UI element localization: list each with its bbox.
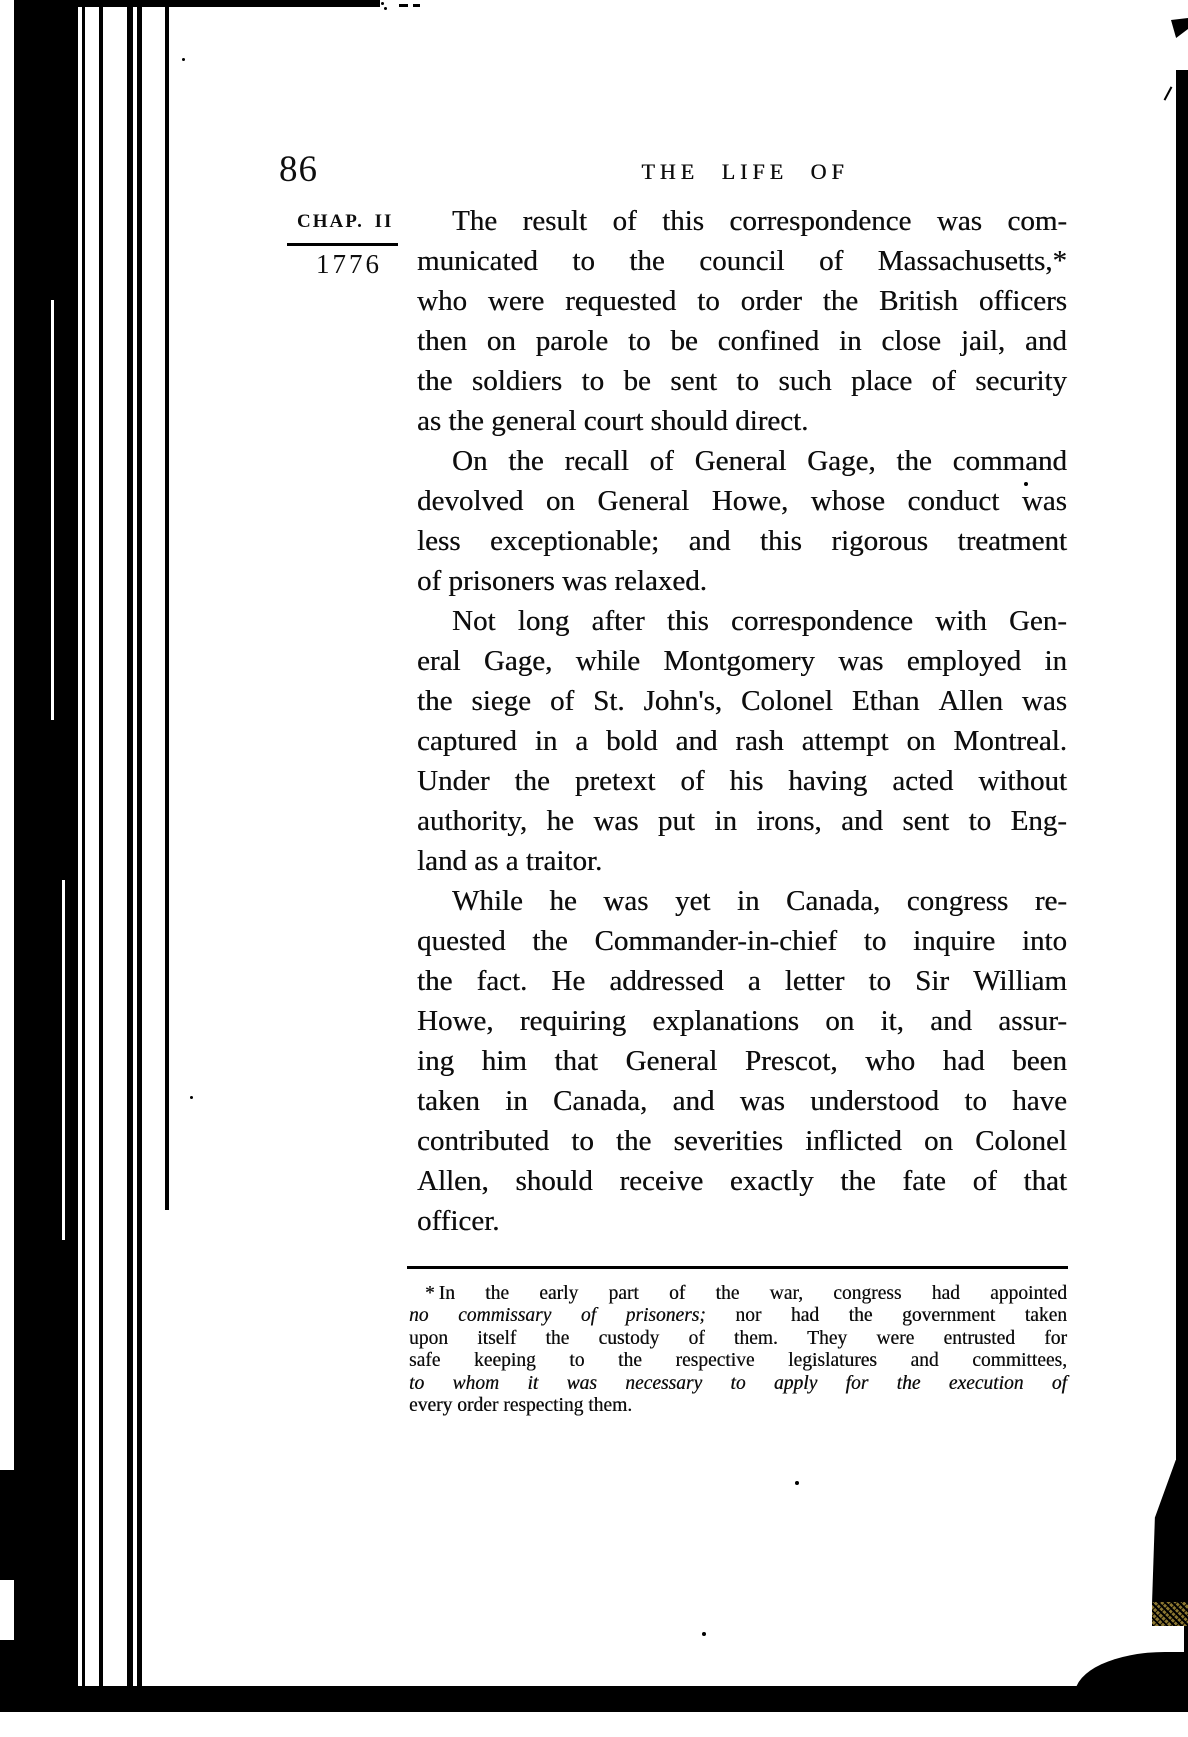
bottom-edge-bar <box>0 1686 1188 1712</box>
body-line: then on parole to be confined in close jail, and <box>417 325 1067 357</box>
footnote-line: upon itself the custody of them. They were entrusted for <box>409 1327 1067 1349</box>
body-line: taken in Canada, and was understood to have <box>417 1085 1067 1117</box>
diagonal-scan-tick <box>1164 86 1173 100</box>
body-line: the fact. He addressed a letter to Sir William <box>417 965 1067 997</box>
right-edge-sliver <box>1184 1626 1188 1652</box>
top-edge-dot <box>384 7 387 10</box>
footnote-line: every order respecting them. <box>409 1394 633 1416</box>
page-number: 86 <box>279 149 318 190</box>
top-edge-dash <box>399 4 408 7</box>
top-edge-dot <box>381 2 384 5</box>
body-line: On the recall of General Gage, the command <box>452 445 1067 477</box>
body-line: less exceptionable; and this rigorous treatment <box>417 525 1067 557</box>
footnote-rule <box>407 1266 1068 1269</box>
year-margin-note: 1776 <box>316 249 382 279</box>
footnote-line: no commissary of prisoners; nor had the government taken <box>409 1305 1067 1327</box>
body-line: who were requested to order the British officers <box>417 285 1067 317</box>
corner-scan-mark <box>1171 18 1188 38</box>
right-edge-bar-wide <box>1152 1460 1188 1604</box>
body-line: the soldiers to be sent to such place of security <box>417 365 1067 397</box>
body-line: the siege of St. John's, Colonel Ethan Allen was <box>417 685 1067 717</box>
page-edge-line <box>165 0 169 1210</box>
body-line: Under the pretext of his having acted without <box>417 765 1067 797</box>
body-line: contributed to the severities inflicted on Colonel <box>417 1125 1067 1157</box>
body-line: of prisoners was relaxed. <box>417 565 707 597</box>
top-edge-dash <box>413 4 420 7</box>
gutter-white-streak <box>62 880 65 1240</box>
body-line: captured in a bold and rash attempt on Montreal. <box>417 725 1067 757</box>
book-gutter-edge <box>0 0 146 1692</box>
right-edge-bar <box>1176 70 1188 1472</box>
body-line: ing him that General Prescot, who had been <box>417 1045 1067 1077</box>
footnote-text <box>409 1283 1067 1417</box>
footnote-line: to whom it was necessary to apply for the execution of <box>409 1372 1067 1394</box>
gutter-white-streak <box>51 300 54 720</box>
body-line: officer. <box>417 1205 500 1237</box>
body-line: authority, he was put in irons, and sent to Eng- <box>417 805 1067 837</box>
body-line: Allen, should receive exactly the fate of that <box>417 1165 1067 1197</box>
body-line: land as a traitor. <box>417 845 603 877</box>
body-line: quested the Commander-in-chief to inquire into <box>417 925 1067 957</box>
paper-speck <box>182 58 185 61</box>
body-line: municated to the council of Massachusetts,* <box>417 245 1067 277</box>
body-line: Not long after this correspondence with Gen- <box>452 605 1067 637</box>
gold-speckle-patch <box>1152 1602 1188 1626</box>
body-line: Howe, requiring explanations on it, and assur- <box>417 1005 1067 1037</box>
body-line: as the general court should direct. <box>417 405 809 437</box>
top-edge-line <box>30 0 380 7</box>
body-line: devolved on General Howe, whose conduct was <box>417 485 1067 517</box>
paper-speck <box>190 1096 193 1099</box>
chapter-rule <box>287 243 398 246</box>
footnote-line: safe keeping to the respective legislatures and committees, <box>409 1350 1067 1372</box>
running-head: THE LIFE OF <box>641 159 849 184</box>
paper-speck <box>795 1481 799 1485</box>
chapter-margin-note: CHAP. II <box>297 211 394 232</box>
paper-speck <box>702 1632 706 1636</box>
gutter-ink-blob <box>0 1470 14 1580</box>
body-line: While he was yet in Canada, congress re- <box>452 885 1067 917</box>
body-line: The result of this correspondence was com- <box>452 205 1067 237</box>
footnote-line: * In the early part of the war, congress had appointed <box>425 1283 1067 1304</box>
body-text <box>417 201 1067 1241</box>
body-line: eral Gage, while Montgomery was employed in <box>417 645 1067 677</box>
gutter-ink-dash <box>0 1648 14 1655</box>
